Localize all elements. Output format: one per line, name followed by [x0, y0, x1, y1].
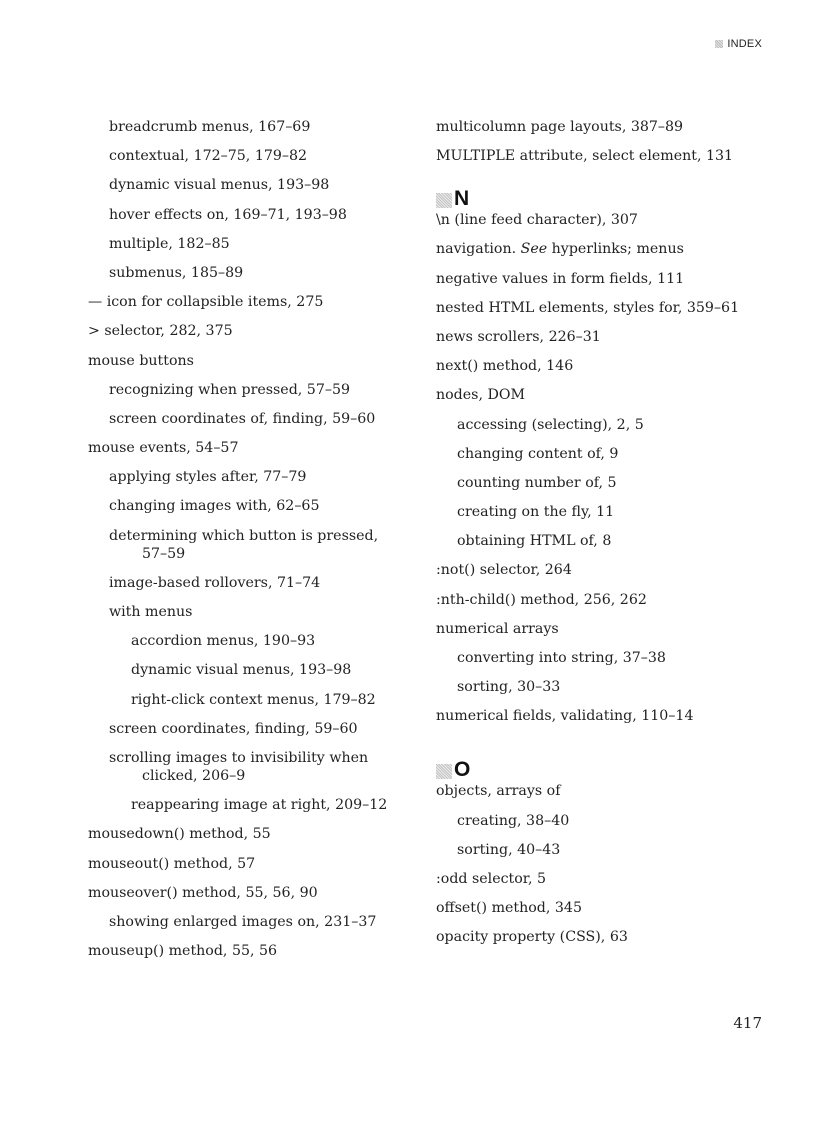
index-entry: changing content of, 9	[457, 445, 619, 462]
section-letter: N	[454, 187, 470, 211]
index-entry: accessing (selecting), 2, 5	[457, 416, 644, 433]
index-entry: sorting, 30–33	[457, 679, 561, 696]
index-entry: opacity property (CSS), 63	[436, 929, 628, 946]
section-letter: O	[454, 758, 471, 782]
running-head-label: INDEX	[727, 38, 762, 50]
section-marker-icon	[715, 40, 723, 48]
index-entry: contextual, 172–75, 179–82	[109, 148, 308, 165]
index-term: navigation.	[436, 241, 521, 258]
index-entry: :nth-child() method, 256, 262	[436, 591, 647, 608]
index-entry: MULTIPLE attribute, select element, 131	[436, 148, 734, 165]
index-entry: dynamic visual menus, 193–98	[131, 662, 352, 679]
index-entry: screen coordinates, finding, 59–60	[109, 720, 358, 737]
index-entry: image-based rollovers, 71–74	[109, 574, 321, 591]
index-entry: creating on the fly, 11	[457, 504, 615, 521]
index-entry: with menus	[109, 604, 193, 620]
index-entry: nested HTML elements, styles for, 359–61	[436, 299, 740, 316]
index-entry: dynamic visual menus, 193–98	[109, 177, 330, 194]
index-entry: sorting, 40–43	[457, 841, 561, 858]
index-entry: > selector, 282, 375	[88, 323, 233, 340]
index-entry: counting number of, 5	[457, 474, 617, 491]
index-entry: negative values in form fields, 111	[436, 270, 685, 287]
cross-reference-targets: hyperlinks; menus	[547, 241, 684, 258]
index-entry: recognizing when pressed, 57–59	[109, 381, 351, 398]
index-entry: numerical arrays	[436, 620, 559, 637]
index-entry: mouse buttons	[88, 352, 194, 369]
section-marker-icon	[436, 764, 452, 779]
index-entry: mouseout() method, 57	[88, 855, 256, 872]
index-entry: right-click context menus, 179–82	[131, 691, 376, 708]
index-entry: :not() selector, 264	[436, 562, 572, 579]
index-entry: mouseover() method, 55, 56, 90	[88, 884, 318, 901]
index-entry: showing enlarged images on, 231–37	[109, 913, 377, 930]
index-entry: reappearing image at right, 209–12	[131, 797, 388, 814]
index-entry: news scrollers, 226–31	[436, 328, 601, 345]
index-entry: submenus, 185–89	[109, 264, 244, 281]
index-entry: mouseup() method, 55, 56	[88, 943, 278, 960]
index-entry: changing images with, 62–65	[109, 498, 320, 515]
index-entry: numerical fields, validating, 110–14	[436, 708, 694, 725]
index-entry: next() method, 146	[436, 358, 574, 375]
see-reference: See	[520, 241, 548, 258]
index-entry: — icon for collapsible items, 275	[88, 294, 324, 311]
index-entry: creating, 38–40	[457, 812, 570, 829]
index-entry: applying styles after, 77–79	[109, 469, 307, 486]
section-heading-o	[436, 759, 766, 781]
index-entry: \n (line feed character), 307	[436, 212, 638, 229]
index-entry: objects, arrays of	[436, 783, 561, 800]
index-entry: mousedown() method, 55	[88, 826, 271, 843]
page-number: 417	[733, 1014, 762, 1032]
index-entry: nodes, DOM	[436, 387, 525, 404]
index-column-right	[436, 118, 766, 958]
index-entry: determining which button is pressed, 57–59	[109, 527, 379, 562]
index-entry: converting into string, 37–38	[457, 650, 666, 666]
index-entry: multiple, 182–85	[109, 235, 230, 252]
index-entry: screen coordinates of, finding, 59–60	[109, 410, 376, 427]
index-entry-navigation	[436, 240, 766, 258]
index-entry: scrolling images to invisibility when clicked, 206–9	[109, 749, 369, 784]
running-head	[715, 38, 762, 50]
index-entry: mouse events, 54–57	[88, 440, 239, 457]
index-entry: breadcrumb menus, 167–69	[109, 119, 311, 135]
section-heading-n	[436, 188, 766, 210]
index-entry: multicolumn page layouts, 387–89	[436, 119, 684, 135]
index-entry: obtaining HTML of, 8	[457, 533, 612, 550]
index-entry: hover effects on, 169–71, 193–98	[109, 206, 347, 223]
index-column-left	[88, 118, 388, 971]
index-entry: accordion menus, 190–93	[131, 633, 316, 650]
section-marker-icon	[436, 193, 452, 208]
index-entry: :odd selector, 5	[436, 870, 547, 887]
index-entry: offset() method, 345	[436, 900, 582, 917]
